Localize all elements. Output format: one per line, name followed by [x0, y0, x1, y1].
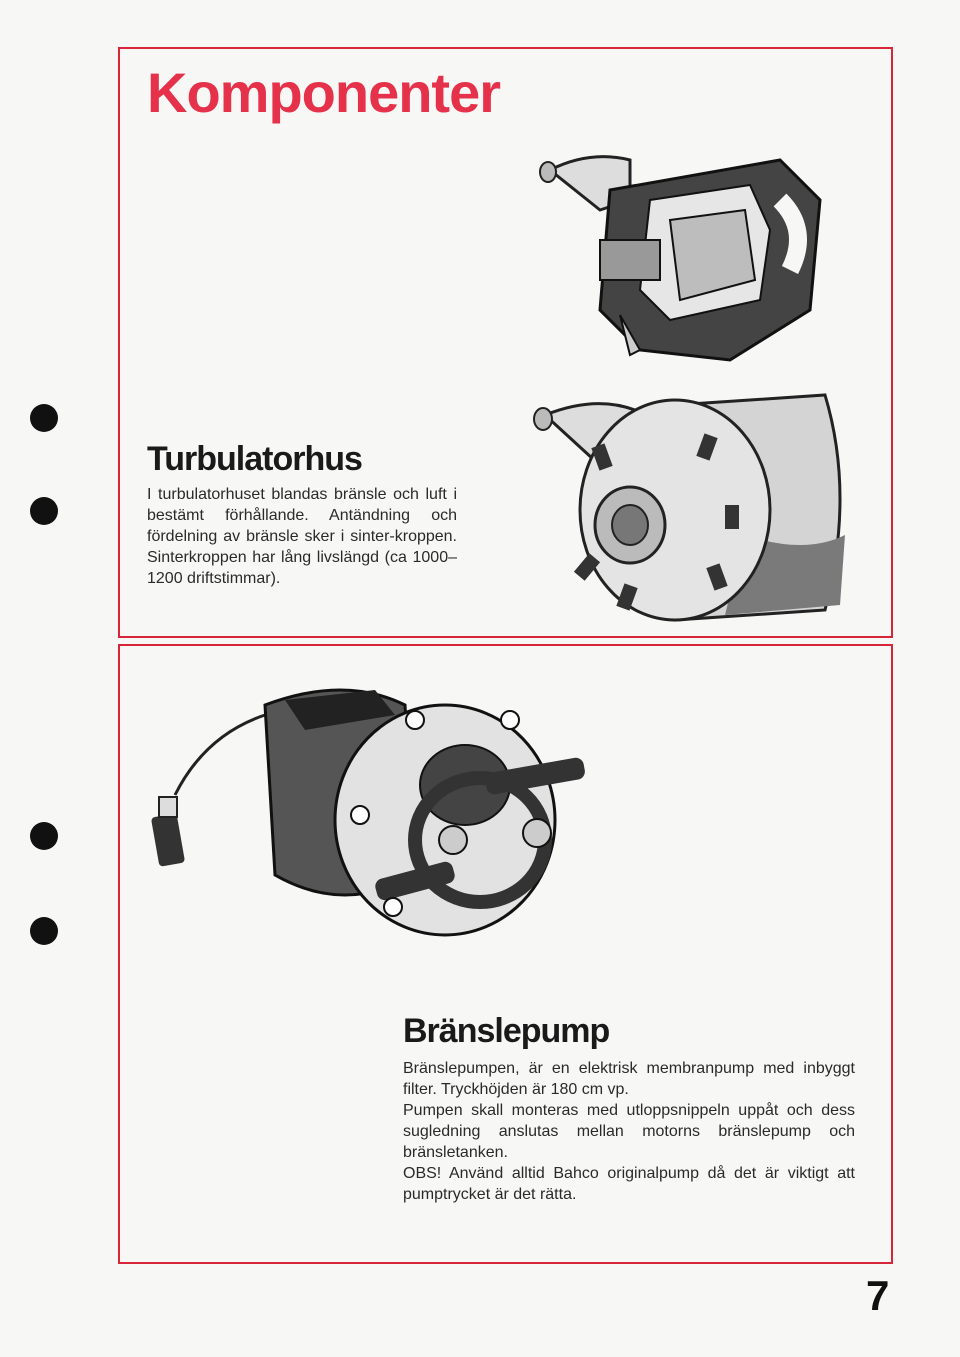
branslepump-description: [403, 1058, 855, 1205]
page-number: 7: [866, 1272, 890, 1319]
binder-hole-3: [30, 822, 58, 850]
turbulatorhus-exterior-illustration: [525, 385, 855, 630]
turbulatorhus-heading: Turbulatorhus: [147, 440, 362, 478]
branslepump-heading: Bränslepump: [403, 1012, 610, 1050]
page-title: Komponenter: [147, 61, 500, 124]
turbulatorhus-cutaway-illustration: [530, 140, 830, 365]
binder-hole-1: [30, 404, 58, 432]
branslepump-illustration: [145, 675, 595, 945]
branslepump-paragraph-3: OBS! Använd alltid Bahco originalpump då det är viktigt att pumptrycket är det rätta.: [403, 1165, 855, 1203]
binder-hole-2: [30, 497, 58, 525]
turbulatorhus-description: I turbulatorhuset blandas bränsle och luft i bestämt förhållande. Antändning och fördelning av bränsle sker i sinter-kroppen. Sinterkroppen har lång livslängd (ca 1000–1200 driftstimmar).: [147, 486, 457, 587]
branslepump-paragraph-2: Pumpen skall monteras med utloppsnippeln uppåt och dess sugledning anslutas mellan motorns bränslepump och bränsletanken.: [403, 1102, 855, 1161]
binder-hole-4: [30, 917, 58, 945]
branslepump-paragraph-1: Bränslepumpen, är en elektrisk membranpump med inbyggt filter. Tryckhöjden är 180 cm vp.: [403, 1060, 855, 1098]
